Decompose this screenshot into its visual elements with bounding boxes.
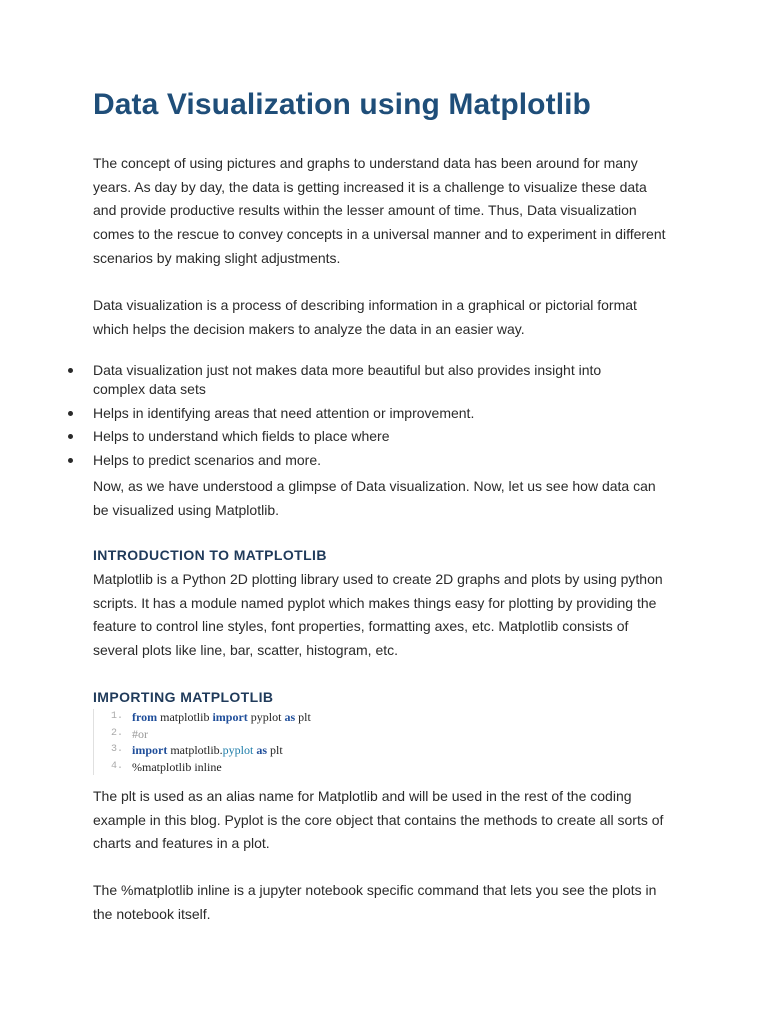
alias-paragraph: The plt is used as an alias name for Matplotlib and will be used in the rest of the coding example in this blog. Pyplot is the core object that contains the methods to create all sorts of charts and features in a plot. (93, 788, 664, 852)
list-item-text: Helps in identifying areas that need attention or improvement. (93, 404, 475, 421)
code-line (94, 709, 594, 726)
code-text (132, 726, 148, 743)
code-text (132, 759, 222, 776)
code-text (132, 742, 283, 759)
code-token: as (256, 743, 268, 757)
line-number: 1. (110, 711, 123, 722)
list-item-text: Helps to understand which fields to place where (93, 428, 390, 444)
code-token: %matplotlib inline (132, 759, 222, 774)
bullet-icon (68, 411, 73, 416)
code-token: plt (267, 743, 283, 757)
list-item-text: Data visualization just not makes data more beautiful but also provides insight into complex data sets (93, 362, 602, 397)
code-line (94, 759, 594, 776)
section-heading-importing: IMPORTING MATPLOTLIB (93, 689, 274, 705)
code-token: matplotlib. (167, 743, 223, 757)
code-text (132, 709, 311, 726)
introduction-paragraph: Matplotlib is a Python 2D plotting library used to create 2D graphs and plots by using python scripts. It has a module named pyplot which makes things easy for plotting by providing the feature to control line styles, font properties, formatting axes, etc. Matplotlib consists of several plots like line, bar, scatter, histogram, etc. (93, 571, 663, 659)
code-token: pyplot (222, 743, 254, 757)
list-item (93, 427, 653, 446)
section-heading-introduction: INTRODUCTION TO MATPLOTLIB (93, 547, 327, 563)
intro-paragraph-1: The concept of using pictures and graphs to understand data has been around for many years. As day by day, the data is getting increased it is a challenge to visualize these data and provide productive results within the lesser amount of time. Thus, Data visualization comes to the rescue to convey concepts in a universal manner and to experiment in different scenarios by making slight adjustments. (93, 155, 666, 266)
list-item-text: Helps to predict scenarios and more. (93, 451, 321, 468)
code-token: from (132, 710, 158, 724)
code-token: import (132, 743, 168, 757)
code-token: as (284, 710, 296, 724)
transition-paragraph: Now, as we have understood a glimpse of Data visualization. Now, let us see how data can be visualized using Matplotlib. (93, 478, 656, 518)
bullet-icon (68, 458, 73, 463)
code-token: matplotlib (157, 710, 213, 724)
code-line (94, 742, 594, 759)
code-block (93, 709, 594, 775)
bullet-icon (68, 368, 73, 373)
code-line (94, 726, 594, 743)
list-item (93, 404, 653, 423)
bullet-icon (68, 434, 73, 439)
code-token: import (212, 710, 248, 724)
code-token: pyplot (247, 710, 285, 724)
line-number: 4. (110, 760, 123, 772)
page-title: Data Visualization using Matplotlib (93, 88, 591, 121)
code-token: #or (132, 726, 148, 741)
list-item (93, 361, 653, 399)
benefits-list (93, 361, 653, 474)
intro-paragraph-2: Data visualization is a process of describing information in a graphical or pictorial format which helps the decision makers to analyze the data in an easier way. (93, 297, 637, 337)
inline-paragraph: The %matplotlib inline is a jupyter notebook specific command that lets you see the plots in the notebook itself. (93, 882, 657, 922)
code-token: plt (295, 710, 311, 724)
list-item (93, 451, 653, 470)
line-number: 3. (110, 744, 123, 755)
line-number: 2. (110, 727, 123, 739)
